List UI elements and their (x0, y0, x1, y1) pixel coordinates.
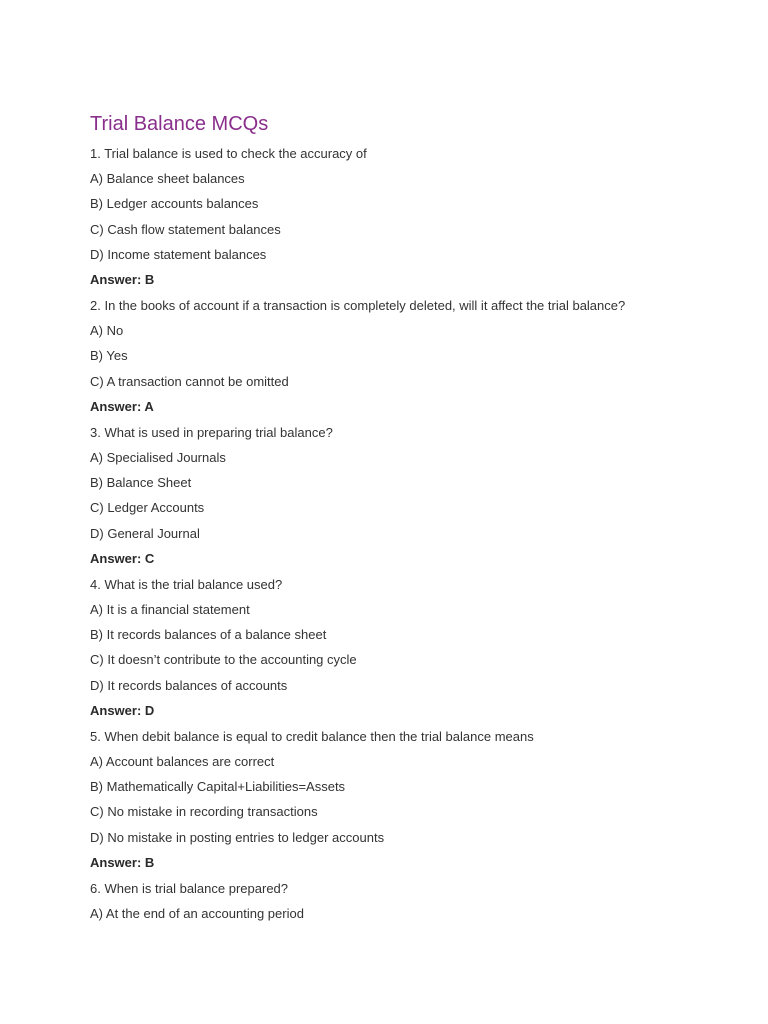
question-5-option-a: A) Account balances are correct (90, 754, 275, 769)
question-4-option-c: C) It doesn’t contribute to the accounting cycle (90, 652, 357, 667)
question-3-option-c: C) Ledger Accounts (90, 500, 205, 515)
question-3-option-d: D) General Journal (90, 526, 200, 541)
question-2-answer: Answer: A (90, 399, 154, 414)
question-5-option-c: C) No mistake in recording transactions (90, 804, 318, 819)
question-3-text: 3. What is used in preparing trial balance? (90, 425, 333, 440)
question-4-answer: Answer: D (90, 703, 155, 718)
question-1-option-d: D) Income statement balances (90, 247, 267, 262)
question-6-text: 6. When is trial balance prepared? (90, 881, 289, 896)
question-5-text: 5. When debit balance is equal to credit balance then the trial balance means (90, 729, 534, 744)
question-5-option-d: D) No mistake in posting entries to ledger accounts (90, 830, 385, 845)
question-2-text: 2. In the books of account if a transaction is completely deleted, will it affect the trial balance? (90, 298, 626, 313)
question-5-option-b: B) Mathematically Capital+Liabilities=Assets (90, 779, 346, 794)
question-4-option-d: D) It records balances of accounts (90, 678, 288, 693)
question-1-option-c: C) Cash flow statement balances (90, 222, 281, 237)
question-3-answer: Answer: C (90, 551, 155, 566)
question-4-option-b: B) It records balances of a balance sheet (90, 627, 327, 642)
question-2-option-c: C) A transaction cannot be omitted (90, 374, 289, 389)
question-2-option-a: A) No (90, 323, 124, 338)
page-title: Trial Balance MCQs (90, 113, 269, 135)
question-3-option-a: A) Specialised Journals (90, 450, 226, 465)
question-3-option-b: B) Balance Sheet (90, 475, 192, 490)
question-1-answer: Answer: B (90, 272, 155, 287)
question-1-text: 1. Trial balance is used to check the accuracy of (90, 146, 367, 161)
question-2-option-b: B) Yes (90, 348, 128, 363)
question-5-answer: Answer: B (90, 855, 155, 870)
question-6-option-a: A) At the end of an accounting period (90, 906, 304, 921)
question-4-text: 4. What is the trial balance used? (90, 577, 283, 592)
question-4-option-a: A) It is a financial statement (90, 602, 250, 617)
question-1-option-b: B) Ledger accounts balances (90, 196, 259, 211)
question-1-option-a: A) Balance sheet balances (90, 171, 245, 186)
